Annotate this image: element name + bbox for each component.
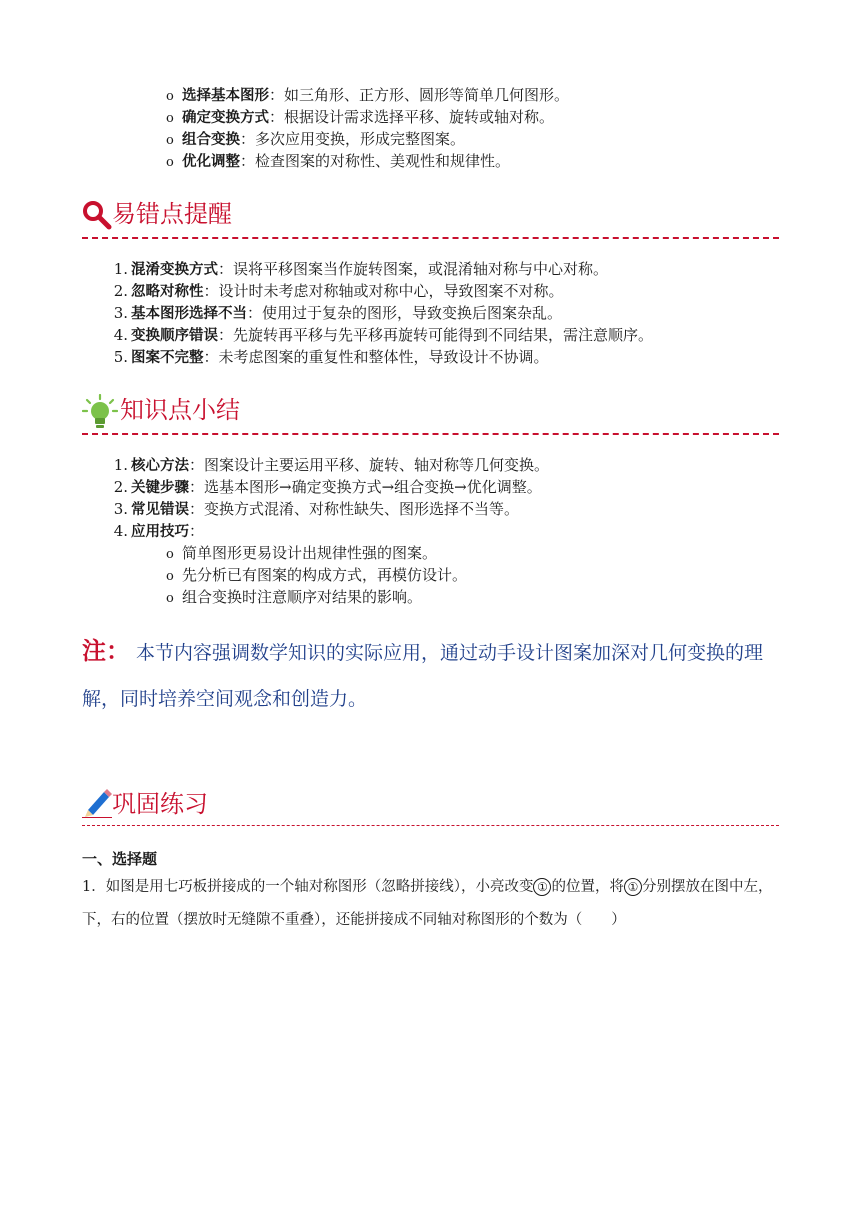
top-list-item	[166, 84, 569, 108]
item-text: 先旋转再平移与先平移再旋转可能得到不同结果，需注意顺序。	[233, 326, 654, 344]
summary-heading-text: 知识点小结	[120, 396, 240, 424]
item-sep: ：	[218, 260, 234, 278]
item-text: 设计时未考虑对称轴或对称中心，导致图案不对称。	[218, 282, 564, 300]
item-term: 混淆变换方式	[131, 262, 218, 278]
item-text: 如三角形、正方形、圆形等简单几何图形。	[284, 86, 570, 104]
note-paragraph	[82, 628, 782, 722]
summary-item	[110, 498, 519, 521]
item-sep: ：	[189, 500, 205, 518]
item-term: 图案不完整	[131, 350, 204, 366]
item-sep: ：	[269, 86, 285, 104]
mistake-item	[110, 302, 562, 325]
mistake-item	[110, 324, 653, 347]
practice-heading-text: 巩固练习	[112, 790, 208, 818]
item-text: 多次应用变换，形成完整图案。	[255, 130, 466, 148]
item-number: 4.	[113, 522, 128, 540]
item-term: 常见错误	[131, 502, 189, 518]
item-term: 基本图形选择不当	[131, 306, 247, 322]
item-text: 根据设计需求选择平移、旋转或轴对称。	[284, 108, 555, 126]
item-number: 3.	[113, 500, 128, 518]
item-text: 图案设计主要运用平移、旋转、轴对称等几何变换。	[204, 456, 550, 474]
item-text: 变换方式混淆、对称性缺失、图形选择不当等。	[204, 500, 520, 518]
question-text: 分别摆放在图中左，下，右的位置（摆放时无缝隙不重叠），还能拼接成不同轴对称图形的个数为（ ）	[82, 879, 773, 928]
item-term: 关键步骤	[131, 480, 189, 496]
divider	[82, 237, 779, 239]
item-sep: ：	[203, 348, 219, 366]
bullet-marker: o	[166, 547, 174, 562]
item-number: 3.	[113, 304, 128, 322]
pencil-icon	[82, 788, 112, 818]
item-text: 未考虑图案的重复性和整体性，导致设计不协调。	[218, 348, 549, 366]
item-number: 1.	[113, 260, 128, 278]
question-text: 的位置，将	[551, 879, 624, 895]
top-list-item	[166, 128, 465, 152]
summary-sub-item	[166, 564, 467, 588]
top-list-item	[166, 150, 510, 174]
circled-number: ①	[533, 878, 551, 896]
bullet-marker: o	[166, 155, 174, 170]
lightbulb-icon	[82, 394, 118, 430]
item-sep: ：	[247, 304, 263, 322]
item-text: 先分析已有图案的构成方式，再模仿设计。	[182, 566, 468, 584]
note-text: 本节内容强调数学知识的实际应用，通过动手设计图案加深对几何变换的理解，同时培养空间观念和创造力。	[82, 642, 764, 710]
item-term: 忽略对称性	[131, 284, 204, 300]
summary-sub-item	[166, 586, 422, 610]
magnifier-icon	[82, 200, 112, 230]
question-text: 1．如图是用七巧板拼接成的一个轴对称图形（忽略拼接线），小亮改变	[82, 879, 534, 895]
item-text: 简单图形更易设计出规律性强的图案。	[182, 544, 438, 562]
item-term: 选择基本图形	[182, 88, 269, 104]
bullet-marker: o	[166, 591, 174, 606]
item-sep: ：	[189, 478, 205, 496]
item-text: 组合变换时注意顺序对结果的影响。	[182, 588, 423, 606]
item-term: 核心方法	[131, 458, 189, 474]
item-sep: ：	[240, 152, 256, 170]
divider	[82, 433, 779, 435]
bullet-marker: o	[166, 89, 174, 104]
summary-item	[110, 454, 549, 477]
item-text: 使用过于复杂的图形，导致变换后图案杂乱。	[262, 304, 563, 322]
item-term: 确定变换方式	[182, 110, 269, 126]
divider	[82, 825, 779, 826]
summary-item	[110, 520, 204, 543]
mistakes-heading-text: 易错点提醒	[112, 200, 232, 228]
top-list-item	[166, 106, 554, 130]
summary-item	[110, 476, 542, 499]
item-number: 2.	[113, 282, 128, 300]
item-number: 4.	[113, 326, 128, 344]
mistake-item	[110, 258, 608, 281]
section-title: 一、选择题	[82, 850, 158, 868]
item-sep: ：	[218, 326, 234, 344]
item-number: 1.	[113, 456, 128, 474]
item-term: 应用技巧	[131, 524, 189, 540]
item-sep: ：	[189, 522, 205, 540]
item-number: 2.	[113, 478, 128, 496]
item-text: 选基本图形→确定变换方式→组合变换→优化调整。	[204, 478, 542, 496]
item-sep: ：	[240, 130, 256, 148]
item-sep: ：	[189, 456, 205, 474]
bullet-marker: o	[166, 133, 174, 148]
item-term: 优化调整	[182, 154, 240, 170]
item-text: 误将平移图案当作旋转图案，或混淆轴对称与中心对称。	[233, 260, 609, 278]
item-number: 5.	[113, 348, 128, 366]
item-term: 变换顺序错误	[131, 328, 218, 344]
summary-sub-item	[166, 542, 437, 566]
item-term: 组合变换	[182, 132, 240, 148]
bullet-marker: o	[166, 569, 174, 584]
note-label: 注：	[82, 637, 130, 665]
circled-number: ①	[624, 878, 642, 896]
mistake-item	[110, 346, 549, 369]
item-sep: ：	[269, 108, 285, 126]
item-text: 检查图案的对称性、美观性和规律性。	[255, 152, 511, 170]
mistake-item	[110, 280, 564, 303]
bullet-marker: o	[166, 111, 174, 126]
item-sep: ：	[203, 282, 219, 300]
question-1	[82, 871, 782, 937]
